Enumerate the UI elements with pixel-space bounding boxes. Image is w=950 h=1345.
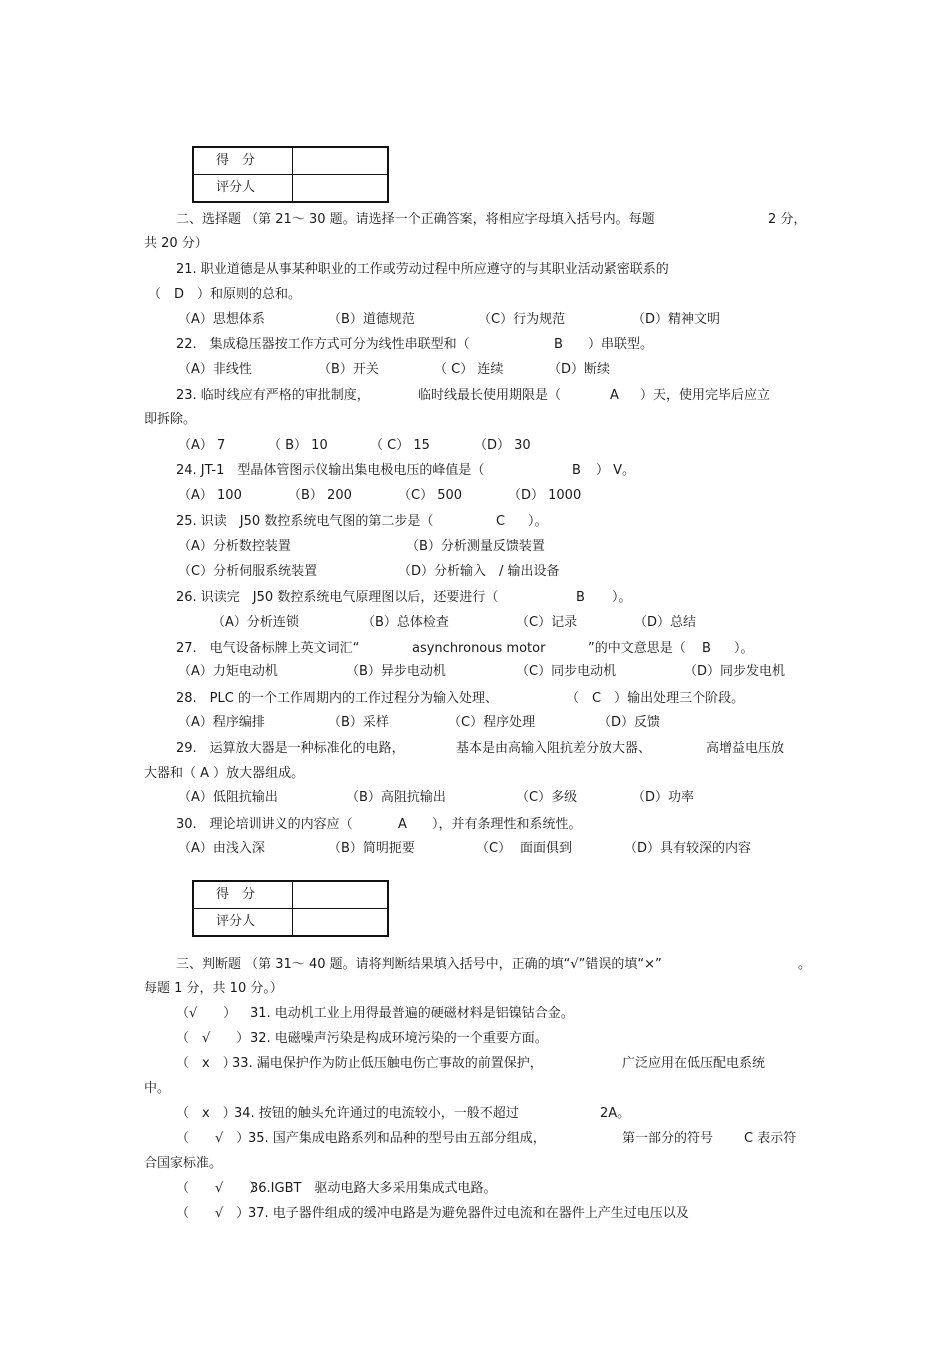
question-27-stem-end: ）。 [734, 641, 754, 656]
judgment-mark: （ √ ） [176, 1181, 263, 1196]
option: （C）记录 [516, 615, 578, 630]
option: （B）分析测量反馈装置 [406, 539, 545, 554]
score-label: 得 分 [193, 881, 293, 909]
option: （ C） 15 [370, 438, 430, 453]
judgment-32: 32. 电磁噪声污染是构成环境污染的一个重要方面。 [250, 1031, 548, 1046]
section2-header: 二、选择题 （第 21～ 30 题。请选择一个正确答案，将相应字母填入括号内。每题 [176, 212, 655, 227]
option: （D）功率 [632, 790, 695, 805]
judgment-mark: （ √ ） [176, 1206, 250, 1221]
question-28-stem-end: （ C ）输出处理三个阶段。 [566, 691, 745, 706]
question-23-stem: 23. 临时线应有严格的审批制度， [176, 388, 370, 403]
question-29-stem-cont: 大器和（ A ）放大器组成。 [144, 766, 305, 781]
answer: B [702, 641, 711, 656]
question-23-stem-mid: 临时线最长使用期限是（ [418, 388, 562, 403]
score-box [192, 146, 389, 203]
judgment-mark: （ √ ） [176, 1031, 250, 1046]
option: （D） 30 [474, 438, 531, 453]
judgment-35: 35. 国产集成电路系列和品种的型号由五部分组成， [248, 1131, 546, 1146]
option: （C）行为规范 [478, 312, 566, 327]
option: （A） 100 [178, 488, 242, 503]
option: （B）道德规范 [328, 312, 415, 327]
score-box [192, 880, 389, 937]
option: （C）程序处理 [448, 715, 536, 730]
judgment-34: 34. 按钮的触头允许通过的电流较小，一般不超过 [234, 1106, 519, 1121]
section3-header-points: 每题 1 分，共 10 分。） [144, 981, 283, 996]
option: （D）分析输入 / 输出设备 [398, 564, 560, 579]
judgment-31: 31. 电动机工业上用得最普遍的硬磁材料是铝镍钴合金。 [250, 1006, 574, 1021]
option: （A）分析连锁 [212, 615, 299, 630]
section2-header-total: 共 20 分） [144, 236, 208, 251]
question-21-stem: 21. 职业道德是从事某种职业的工作或劳动过程中所应遵守的与其职业活动紧密联系的 [176, 262, 669, 277]
question-22-stem: 22. 集成稳压器按工作方式可分为线性串联型和（ [176, 337, 470, 352]
option: （C） [476, 841, 512, 856]
question-24-stem-end: ） V。 [596, 463, 636, 478]
option: （B）异步电动机 [346, 664, 446, 679]
judgment-35-mid: 第一部分的符号 [622, 1131, 714, 1146]
score-value-field[interactable] [293, 147, 389, 175]
option: （D）断续 [548, 362, 611, 377]
judgment-33: 33. 漏电保护作为防止低压触电伤亡事故的前置保护， [232, 1056, 543, 1071]
option: （A）思想体系 [178, 312, 265, 327]
judgment-35-end: C 表示符 [744, 1131, 797, 1146]
question-25-stem: 25. 识读 J50 数控系统电气图的第二步是（ [176, 514, 434, 529]
option: （B）高阻抗输出 [346, 790, 446, 805]
judgment-34-end: 2A。 [600, 1106, 631, 1121]
judgment-mark: （√ ） [176, 1006, 237, 1021]
grader-label: 评分人 [193, 909, 293, 937]
option-text: 面面俱到 [520, 841, 573, 856]
option: （A）力矩电动机 [178, 664, 278, 679]
option: （A）程序编排 [178, 715, 265, 730]
section2-header-points: 2 分， [768, 212, 807, 227]
score-label: 得 分 [193, 147, 293, 175]
question-29-stem-mid: 基本是由高输入阻抗差分放大器、 [456, 741, 652, 756]
option: （A）非线性 [178, 362, 252, 377]
section3-header: 三、判断题 （第 31～ 40 题。请将判断结果填入括号中，正确的填“√”错误的填“×” [176, 957, 662, 972]
option: （D）反馈 [598, 715, 661, 730]
answer: C [496, 514, 506, 529]
option: （B）总体检查 [362, 615, 449, 630]
option: （ B） 10 [268, 438, 328, 453]
grader-value-field[interactable] [293, 909, 389, 937]
score-value-field[interactable] [293, 881, 389, 909]
question-26-stem-end: ）。 [612, 590, 632, 605]
answer: A [398, 817, 407, 832]
option: （C）多级 [516, 790, 578, 805]
question-23-stem-end: ）天，使用完毕后应立 [640, 388, 771, 403]
option: （C）分析伺服系统装置 [178, 564, 318, 579]
question-27-stem-mid: ”的中文意思是（ [588, 641, 686, 656]
option: （B）简明扼要 [328, 841, 415, 856]
question-28-stem: 28. PLC 的一个工作周期内的工作过程分为输入处理、 [176, 691, 498, 706]
question-27-term: asynchronous motor [412, 641, 546, 656]
question-24-stem: 24. JT-1 型晶体管图示仪输出集电极电压的峰值是（ [176, 463, 485, 478]
option: （B）开关 [318, 362, 379, 377]
option: （D）总结 [634, 615, 697, 630]
question-27-stem: 27. 电气设备标牌上英文词汇“ [176, 641, 360, 656]
option: （B）采样 [328, 715, 389, 730]
judgment-mark: （ x ） [176, 1106, 236, 1121]
option: （D） 1000 [508, 488, 582, 503]
question-30-stem-end: ），并有条理性和系统性。 [432, 817, 582, 832]
option: （ C） 连续 [434, 362, 504, 377]
option: （B） 200 [288, 488, 352, 503]
section3-header-end: 。 [798, 957, 812, 972]
answer: A [610, 388, 619, 403]
question-25-stem-end: ）。 [528, 514, 548, 529]
judgment-35-cont: 合国家标准。 [144, 1156, 223, 1171]
option: （D）同步发电机 [684, 664, 786, 679]
question-30-stem: 30. 理论培训讲义的内容应（ [176, 817, 353, 832]
question-21-stem-cont: （ D ）和原则的总和。 [148, 287, 302, 302]
option: （D）具有较深的内容 [624, 841, 752, 856]
judgment-37: 37. 电子器件组成的缓冲电路是为避免器件过电流和在器件上产生过电压以及 [248, 1206, 689, 1221]
judgment-mark: （ √ ） [176, 1131, 250, 1146]
question-29-stem: 29. 运算放大器是一种标准化的电路， [176, 741, 405, 756]
option: （A）由浅入深 [178, 841, 265, 856]
grader-value-field[interactable] [293, 175, 389, 203]
answer: B [576, 590, 585, 605]
option: （D）精神文明 [632, 312, 721, 327]
question-26-stem: 26. 识读完 J50 数控系统电气原理图以后，还要进行（ [176, 590, 499, 605]
answer: B [572, 463, 581, 478]
option: （A）低阻抗输出 [178, 790, 278, 805]
question-22-stem-end: ）串联型。 [588, 337, 654, 352]
option: （C）同步电动机 [516, 664, 617, 679]
question-23-stem-cont: 即拆除。 [144, 412, 197, 427]
judgment-33-cont: 中。 [144, 1081, 171, 1096]
option: （C） 500 [398, 488, 463, 503]
answer: B [554, 337, 563, 352]
option: （A）分析数控装置 [178, 539, 291, 554]
judgment-36: 36.IGBT 驱动电路大多采用集成式电路。 [250, 1181, 497, 1196]
judgment-mark: （ x ） [176, 1056, 236, 1071]
question-29-stem-end: 高增益电压放 [706, 741, 785, 756]
judgment-33-mid: 广泛应用在低压配电系统 [622, 1056, 766, 1071]
grader-label: 评分人 [193, 175, 293, 203]
option: （A） 7 [178, 438, 226, 453]
